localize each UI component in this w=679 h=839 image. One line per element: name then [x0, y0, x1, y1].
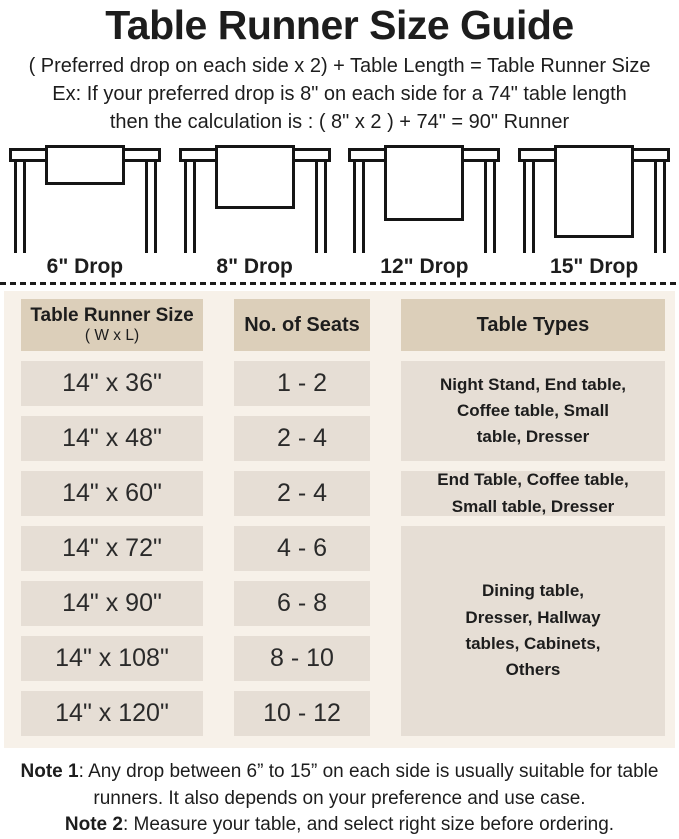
illustration-12-drop: [340, 145, 510, 279]
runner-rect: [45, 145, 125, 185]
formula-text: ( Preferred drop on each side x 2) + Table Length = Table Runner Size: [28, 54, 651, 77]
size-cell: 14" x 36": [21, 361, 203, 406]
size-guide-panel: [4, 291, 675, 748]
table-types-line: Dining table,: [482, 581, 584, 601]
illustration-8-drop: [170, 145, 340, 279]
column-header-runner-size: [21, 299, 203, 351]
drop-label: 12" Drop: [380, 254, 469, 278]
size-cell: 14" x 72": [21, 526, 203, 571]
table-types-line: Night Stand, End table,: [439, 374, 627, 394]
table-types-line: Coffee table, Small: [456, 400, 610, 420]
runner-rect: [215, 145, 295, 209]
note-1-text: : Any drop between 6” to 15” on each side is usually suitable for table runners. It also depends on your preference and use case.: [78, 761, 659, 809]
note-1-label: Note 1: [20, 761, 79, 783]
column-header-title: Table Types: [476, 313, 590, 336]
table-leg-left: [523, 160, 535, 253]
seats-cell: 10 - 12: [234, 691, 370, 736]
drop-label: 15" Drop: [550, 254, 639, 278]
size-cell: 14" x 108": [21, 636, 203, 681]
column-header-seats: [234, 299, 370, 351]
table-types-line: table, Dresser: [476, 427, 590, 447]
seats-cell: 8 - 10: [234, 636, 370, 681]
size-cell: 14" x 48": [21, 416, 203, 461]
seats-cell: 2 - 4: [234, 471, 370, 516]
seats-cell: 2 - 4: [234, 416, 370, 461]
table-leg-right: [654, 160, 666, 253]
page-title: Table Runner Size Guide: [105, 2, 574, 48]
table-types-line: Others: [505, 660, 561, 680]
drop-illustrations: [0, 145, 679, 279]
table-diagram: [9, 145, 161, 253]
table-types-cell-small: [401, 361, 665, 461]
table-leg-left: [184, 160, 196, 253]
table-leg-right: [145, 160, 157, 253]
table-leg-left: [14, 160, 26, 253]
column-header-title: No. of Seats: [244, 313, 360, 336]
size-cell: 14" x 120": [21, 691, 203, 736]
column-header-subtitle: ( W x L): [84, 327, 140, 345]
notes-section: [0, 759, 679, 839]
table-types-cell-large: [401, 526, 665, 736]
illustration-15-drop: [509, 145, 679, 279]
seats-cell: 6 - 8: [234, 581, 370, 626]
table-leg-right: [315, 160, 327, 253]
size-cell: 14" x 90": [21, 581, 203, 626]
table-diagram: [348, 145, 500, 253]
size-cell: 14" x 60": [21, 471, 203, 516]
table-diagram: [518, 145, 670, 253]
dashed-divider: [0, 282, 679, 285]
drop-label: 6" Drop: [46, 254, 124, 278]
note-2-text: : Measure your table, and select right size before ordering.: [122, 814, 615, 836]
drop-label: 8" Drop: [216, 254, 293, 278]
table-types-line: End Table, Coffee table,: [437, 470, 629, 490]
column-header-table-types: [401, 299, 665, 351]
table-types-line: tables, Cabinets,: [465, 634, 601, 654]
runner-rect: [384, 145, 464, 221]
table-types-line: Small table, Dresser: [451, 496, 615, 516]
note-2-label: Note 2: [64, 814, 123, 836]
table-types-line: Dresser, Hallway: [465, 607, 601, 627]
table-diagram: [179, 145, 331, 253]
seats-cell: 1 - 2: [234, 361, 370, 406]
column-header-title: Table Runner Size: [30, 305, 194, 327]
size-table: [21, 299, 675, 736]
table-leg-left: [353, 160, 365, 253]
runner-rect: [554, 145, 634, 238]
illustration-6-drop: [0, 145, 170, 279]
table-types-cell-medium: [401, 471, 665, 516]
note-1: [5, 759, 674, 812]
table-leg-right: [484, 160, 496, 253]
seats-cell: 4 - 6: [234, 526, 370, 571]
header: [0, 0, 679, 134]
example-line-1: Ex: If your preferred drop is 8" on each side for a 74" table length: [52, 82, 627, 105]
example-line-2: then the calculation is : ( 8" x 2 ) + 74" = 90" Runner: [109, 110, 570, 133]
